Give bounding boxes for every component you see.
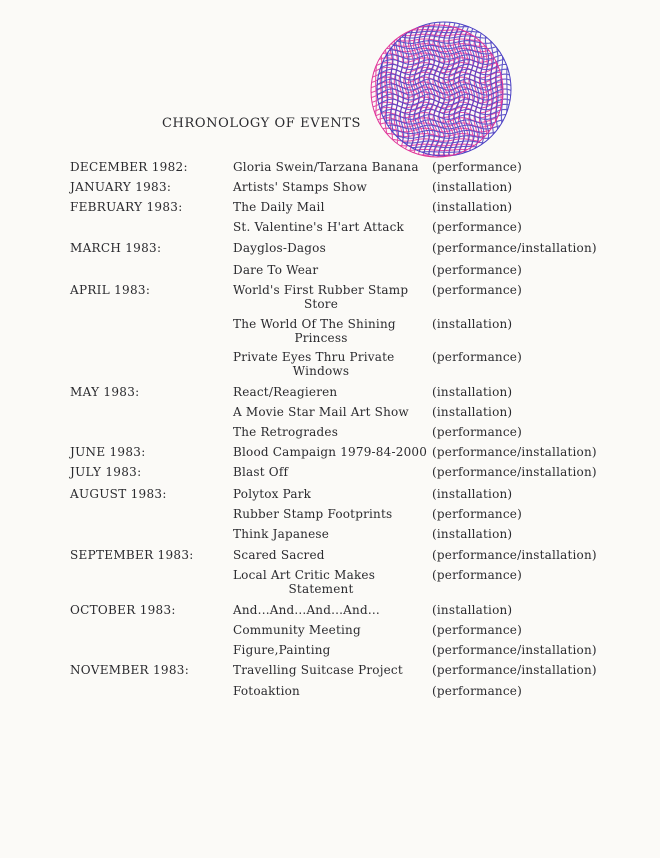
event-type: (performance)	[432, 623, 522, 637]
event-month: APRIL 1983:	[70, 283, 151, 297]
event-title	[233, 548, 429, 562]
event-title	[233, 527, 429, 541]
event-title	[233, 385, 429, 399]
event-title-line: React/Reagieren	[233, 385, 338, 399]
event-type: (performance/installation)	[432, 643, 597, 657]
event-title	[233, 623, 429, 637]
page-title: CHRONOLOGY OF EVENTS	[162, 116, 362, 131]
event-title	[233, 180, 429, 194]
event-type: (installation)	[432, 405, 513, 419]
event-type: (performance)	[432, 263, 522, 277]
event-title-line: And...And...And...And...	[233, 603, 380, 617]
event-type: (installation)	[432, 487, 513, 501]
event-month: DECEMBER 1982:	[70, 160, 188, 174]
event-title-line: Travelling Suitcase Project	[233, 663, 403, 677]
event-type: (installation)	[432, 200, 513, 214]
event-month: JULY 1983:	[70, 465, 142, 479]
emblem-wave-line	[377, 27, 511, 28]
event-title-line: Store	[303, 297, 339, 311]
event-type: (installation)	[432, 603, 513, 617]
event-title-line: Polytox Park	[233, 487, 312, 501]
event-type: (performance/installation)	[432, 548, 597, 562]
event-type: (performance)	[432, 425, 522, 439]
event-type: (performance)	[432, 350, 522, 364]
event-month: AUGUST 1983:	[70, 487, 167, 501]
event-title-line: World's First Rubber Stamp	[233, 283, 409, 297]
event-title	[233, 317, 429, 345]
event-title-line: Local Art Critic Makes	[233, 568, 376, 582]
event-title-line: Rubber Stamp Footprints	[233, 507, 393, 521]
event-title-line: Blood Campaign 1979-84-2000	[233, 445, 428, 459]
event-type: (installation)	[432, 527, 513, 541]
event-title-line: The World Of The Shining	[233, 317, 396, 331]
event-title	[233, 465, 429, 479]
event-title-line: Gloria Swein/Tarzana Banana	[233, 160, 419, 174]
event-title	[233, 663, 429, 677]
event-title	[233, 445, 429, 459]
event-title	[233, 643, 429, 657]
event-title	[233, 263, 429, 277]
event-type: (performance)	[432, 283, 522, 297]
event-title-line: Dare To Wear	[233, 263, 319, 277]
event-title-line: Figure,Painting	[233, 643, 331, 657]
emblem-wave-line	[371, 39, 503, 41]
event-title	[233, 568, 429, 596]
event-type: (performance/installation)	[432, 465, 597, 479]
emblem-wave-line	[380, 25, 381, 157]
event-title-line: Windows	[292, 364, 350, 378]
event-month: JANUARY 1983:	[70, 180, 172, 194]
event-title	[233, 684, 429, 698]
event-title	[233, 405, 429, 419]
event-title	[233, 220, 429, 234]
event-title-line: Dayglos-Dagos	[233, 241, 326, 255]
emblem-wave-line	[371, 150, 503, 151]
event-title	[233, 241, 429, 255]
event-title-line: Fotoaktion	[233, 684, 300, 698]
event-month: MARCH 1983:	[70, 241, 162, 255]
event-title-line: Blast Off	[233, 465, 289, 479]
event-title-line: Community Meeting	[233, 623, 361, 637]
event-month: OCTOBER 1983:	[70, 603, 176, 617]
emblem-wave-line	[382, 22, 383, 156]
event-title	[233, 350, 429, 378]
event-type: (performance/installation)	[432, 241, 597, 255]
event-type: (performance)	[432, 568, 522, 582]
event-type: (performance)	[432, 220, 522, 234]
event-type: (performance)	[432, 160, 522, 174]
event-title-line: Private Eyes Thru Private	[233, 350, 395, 364]
event-type: (installation)	[432, 385, 513, 399]
event-month: MAY 1983:	[70, 385, 140, 399]
emblem-wave-line	[496, 25, 497, 157]
event-type: (performance/installation)	[432, 663, 597, 677]
emblem-wave-line	[377, 152, 511, 153]
event-type: (installation)	[432, 180, 513, 194]
event-type: (performance)	[432, 507, 522, 521]
event-month: NOVEMBER 1983:	[70, 663, 190, 677]
event-month: FEBRUARY 1983:	[70, 200, 183, 214]
event-title-line: Statement	[288, 582, 354, 596]
emblem-wave-line	[377, 31, 511, 32]
emblem-wave-line	[377, 146, 511, 147]
event-title-line: Think Japanese	[233, 527, 330, 541]
event-month: JUNE 1983:	[70, 445, 146, 459]
event-title	[233, 160, 429, 174]
event-title-line: The Daily Mail	[233, 200, 325, 214]
event-title-line: Artists' Stamps Show	[233, 180, 367, 194]
event-type: (installation)	[432, 317, 513, 331]
event-title-line: A Movie Star Mail Art Show	[233, 405, 409, 419]
emblem-wave-line	[386, 22, 387, 156]
event-title	[233, 200, 429, 214]
event-title-line: Princess	[294, 331, 348, 345]
event-title	[233, 425, 429, 439]
event-title-line: Scared Sacred	[233, 548, 325, 562]
event-title	[233, 283, 429, 311]
event-title-line: St. Valentine's H'art Attack	[233, 220, 404, 234]
event-month: SEPTEMBER 1983:	[70, 548, 194, 562]
event-title-line: The Retrogrades	[233, 425, 339, 439]
event-title	[233, 507, 429, 521]
event-title	[233, 487, 429, 501]
event-type: (performance)	[432, 684, 522, 698]
woven-circle-emblem	[367, 18, 517, 158]
event-title	[233, 603, 429, 617]
event-type: (performance/installation)	[432, 445, 597, 459]
